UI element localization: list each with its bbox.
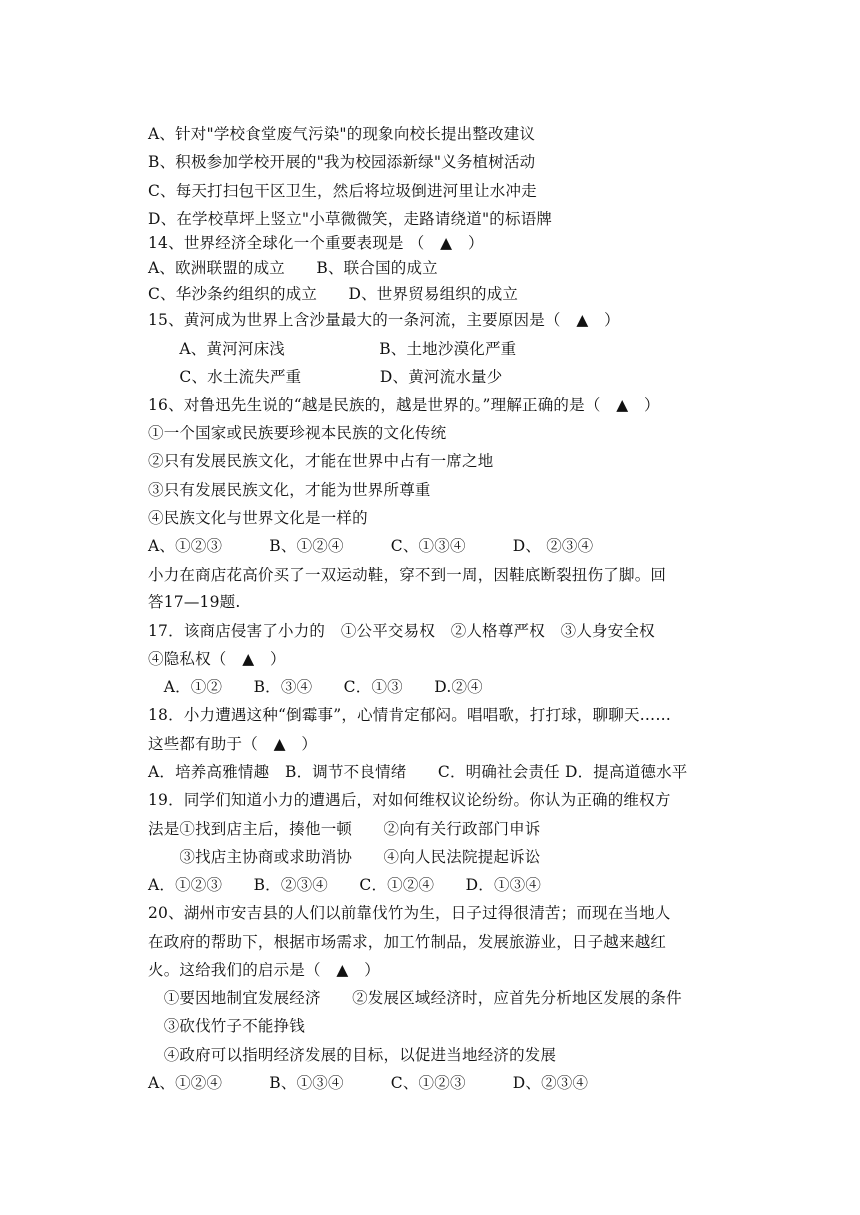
question-19: 19．同学们知道小力的遭遇后，对如何维权议论纷纷。你认为正确的维权方 [148, 791, 671, 809]
statement-16-3: ③只有发展民族文化，才能为世界所尊重 [148, 481, 431, 499]
statement-20-12: ①要因地制宜发展经济 ②发展区域经济时，应首先分析地区发展的条件 [148, 989, 682, 1007]
question-18: 18．小力遭遇这种“倒霉事”，心情肯定郁闷。唱唱歌，打打球，聊聊天…… [148, 706, 672, 724]
options-17: A．①② B．③④ C．①③ D.②④ [148, 678, 483, 696]
question-20-cont2: 火。这给我们的启示是（ ▲ ） [148, 961, 380, 979]
statement-20-3: ③砍伐竹子不能挣钱 [148, 1017, 306, 1035]
question-15: 15、黄河成为世界上含沙量最大的一条河流，主要原因是（ ▲ ） [148, 311, 620, 329]
question-16: 16、对鲁迅先生说的“越是民族的，越是世界的。”理解正确的是（ ▲ ） [148, 396, 660, 414]
options-15-cd: C、水土流失严重 D、黄河流水量少 [148, 368, 503, 386]
question-14: 14、世界经济全球化一个重要表现是 （ ▲ ） [148, 234, 484, 252]
statement-20-4: ④政府可以指明经济发展的目标，以促进当地经济的发展 [148, 1046, 557, 1064]
option-13a: A、针对"学校食堂废气污染"的现象向校长提出整改建议 [148, 125, 536, 143]
options-18: A．培养高雅情趣 B．调节不良情绪 C．明确社会责任 D．提高道德水平 [148, 763, 688, 781]
scenario-text-cont: 答17—19题. [148, 593, 241, 611]
question-19-cont: 法是①找到店主后，揍他一顿 ②向有关行政部门申诉 [148, 820, 541, 838]
options-19: A．①②③ B．②③④ C．①②④ D．①③④ [148, 876, 542, 894]
question-18-cont: 这些都有助于（ ▲ ） [148, 735, 318, 753]
question-17-cont: ④隐私权（ ▲ ） [148, 650, 286, 668]
options-15-ab: A、黄河河床浅 B、土地沙漠化严重 [148, 340, 517, 358]
option-13c: C、每天打扫包干区卫生，然后将垃圾倒进河里让水冲走 [148, 182, 537, 200]
options-16: A、①②③ B、①②④ C、①③④ D、 ②③④ [148, 537, 594, 555]
scenario-text: 小力在商店花高价买了一双运动鞋，穿不到一周，因鞋底断裂扭伤了脚。回 [148, 566, 667, 584]
question-20-cont: 在政府的帮助下，根据市场需求，加工竹制品，发展旅游业，日子越来越红 [148, 933, 667, 951]
statement-16-2: ②只有发展民族文化，才能在世界中占有一席之地 [148, 452, 494, 470]
options-20: A、①②④ B、①③④ C、①②③ D、②③④ [148, 1074, 589, 1092]
options-14-cd: C、华沙条约组织的成立 D、世界贸易组织的成立 [148, 285, 519, 303]
option-13d: D、在学校草坪上竖立"小草微微笑，走路请绕道"的标语牌 [148, 210, 553, 228]
question-20: 20、湖州市安吉县的人们以前靠伐竹为生，日子过得很清苦；而现在当地人 [148, 904, 671, 922]
statement-16-1: ①一个国家或民族要珍视本民族的文化传统 [148, 424, 447, 442]
option-13b: B、积极参加学校开展的"我为校园添新绿"义务植树活动 [148, 153, 536, 171]
statement-19-34: ③找店主协商或求助消协 ④向人民法院提起诉讼 [148, 848, 541, 866]
statement-16-4: ④民族文化与世界文化是一样的 [148, 509, 368, 527]
question-17: 17．该商店侵害了小力的 ①公平交易权 ②人格尊严权 ③人身安全权 [148, 622, 655, 640]
options-14-ab: A、欧洲联盟的成立 B、联合国的成立 [148, 259, 438, 277]
